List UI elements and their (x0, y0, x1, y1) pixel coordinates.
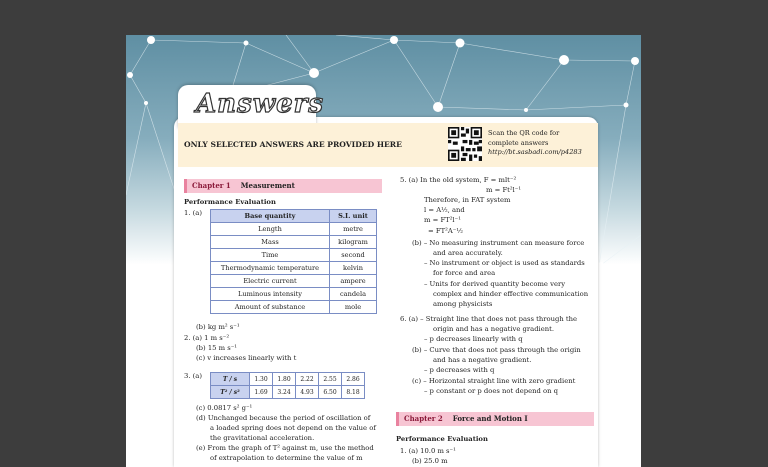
table-row (211, 249, 377, 262)
q3a-label: 3. (a) (184, 372, 203, 380)
q6a-line-1: 6. (a) – Straight line that does not pass through the (400, 315, 578, 323)
table-cell: candela (330, 288, 377, 301)
q2a-answer: 2. (a) 1 m s⁻² (184, 334, 230, 342)
base-quantity-table (210, 209, 377, 314)
chapter-1-heading (184, 179, 382, 193)
table-cell: metre (330, 223, 377, 236)
table-row (211, 236, 377, 249)
q3e-line-1: (e) From the graph of T² against m, use the method (196, 444, 374, 452)
table-cell: 1.80 (273, 373, 296, 386)
q1b-answer: (b) kg m² s⁻¹ (196, 323, 240, 331)
notice-text: ONLY SELECTED ANSWERS ARE PROVIDED HERE (184, 140, 402, 149)
answers-page (126, 35, 641, 467)
q5a-line-4: l = A½, and (424, 206, 465, 214)
table-cell: Electric current (211, 275, 330, 288)
q5b-line-4: for force and area (433, 269, 496, 277)
table-row (211, 275, 377, 288)
q6b-line-3: – p decreases with q (424, 366, 495, 374)
q3d-line-1: (d) Unchanged because the period of oscillation of (196, 414, 371, 422)
table-row (211, 223, 377, 236)
q5b-line-1: (b) – No measuring instrument can measure force (412, 239, 585, 247)
qr-caption-line-2: complete answers (488, 138, 549, 147)
q6c-line-1: (c) – Horizontal straight line with zero gradient (412, 377, 576, 385)
chapter-2-heading (396, 412, 594, 426)
table-header: Base quantity (211, 210, 330, 223)
q5a-line-1: 5. (a) In the old system, F = mlt⁻² (400, 176, 517, 184)
q5b-line-3: – No instrument or object is used as standards (424, 259, 585, 267)
q2b-answer: (b) 15 m s⁻¹ (196, 344, 238, 352)
table-cell: 2.55 (319, 373, 342, 386)
qr-code-icon[interactable] (448, 127, 482, 161)
table-cell: 2.22 (296, 373, 319, 386)
table-cell: mole (330, 301, 377, 314)
table-cell: Luminous intensity (211, 288, 330, 301)
table-cell: 6.50 (319, 386, 342, 399)
q5b-line-2: and area accurately. (433, 249, 503, 257)
qr-caption (488, 129, 582, 158)
q2c-answer: (c) v increases linearly with t (196, 354, 297, 362)
page-title: Answers (196, 89, 324, 119)
q6b-line-1: (b) – Curve that does not pass through the origin (412, 346, 581, 354)
table-cell: 8.18 (342, 386, 365, 399)
table-row (211, 288, 377, 301)
q3c-answer: (c) 0.0817 s² g⁻¹ (196, 404, 253, 412)
table-row (211, 301, 377, 314)
q3d-line-3: the gravitational acceleration. (210, 434, 315, 442)
chapter-1-title: Measurement (240, 181, 295, 190)
section-heading: Performance Evaluation (184, 198, 276, 206)
chapter-2-title: Force and Motion I (452, 414, 528, 423)
table-cell: kilogram (330, 236, 377, 249)
table-cell: Mass (211, 236, 330, 249)
table-cell: 1.69 (250, 386, 273, 399)
table-row (211, 373, 365, 386)
q3e-line-2: of extrapolation to determine the value of m (210, 454, 363, 462)
q6c-line-2: – p constant or p does not depend on q (424, 387, 558, 395)
chapter-2-label: Chapter 2 (404, 414, 443, 423)
ch2-q1b-answer: (b) 25.0 m (412, 457, 448, 465)
qr-caption-line-1: Scan the QR code for (488, 129, 560, 137)
chapter-2-section-heading: Performance Evaluation (396, 435, 488, 443)
qr-url-link[interactable]: http://bt.sasbadi.com/p4283 (488, 148, 582, 156)
table-cell: 3.24 (273, 386, 296, 399)
table-cell: Time (211, 249, 330, 262)
q1a-label: 1. (a) (184, 209, 203, 217)
q6a-line-3: – p decreases linearly with q (424, 335, 523, 343)
table-cell: second (330, 249, 377, 262)
table-row (211, 386, 365, 399)
q5b-line-7: among physicists (433, 300, 493, 308)
q5a-line-2: m = Ft²l⁻¹ (486, 186, 522, 194)
table-cell: ampere (330, 275, 377, 288)
q5a-line-6: = FT²A⁻½ (428, 227, 463, 235)
table-header: S.I. unit (330, 210, 377, 223)
chapter-1-label: Chapter 1 (192, 181, 231, 190)
table-cell: kelvin (330, 262, 377, 275)
q3d-line-2: a loaded spring does not depend on the value of (210, 424, 376, 432)
table-cell: 2.86 (342, 373, 365, 386)
table-cell: 1.30 (250, 373, 273, 386)
q6a-line-2: origin and has a negative gradient. (433, 325, 555, 333)
table-row (211, 262, 377, 275)
table-cell: T² / s² (211, 386, 250, 399)
table-cell: 4.93 (296, 386, 319, 399)
table-cell: T / s (211, 373, 250, 386)
table-cell: Length (211, 223, 330, 236)
period-table (210, 372, 365, 399)
q5b-line-5: – Units for derived quantity become very (424, 280, 566, 288)
table-cell: Amount of substance (211, 301, 330, 314)
ch2-q1a-answer: 1. (a) 10.0 m s⁻¹ (400, 447, 456, 455)
q5a-line-5: m = FT²l⁻¹ (424, 216, 461, 224)
table-header-row (211, 210, 377, 223)
q6b-line-2: and has a negative gradient. (433, 356, 532, 364)
q5a-line-3: Therefore, in FAT system (424, 196, 511, 204)
q5b-line-6: complex and hinder effective communication (433, 290, 589, 298)
table-cell: Thermodynamic temperature (211, 262, 330, 275)
